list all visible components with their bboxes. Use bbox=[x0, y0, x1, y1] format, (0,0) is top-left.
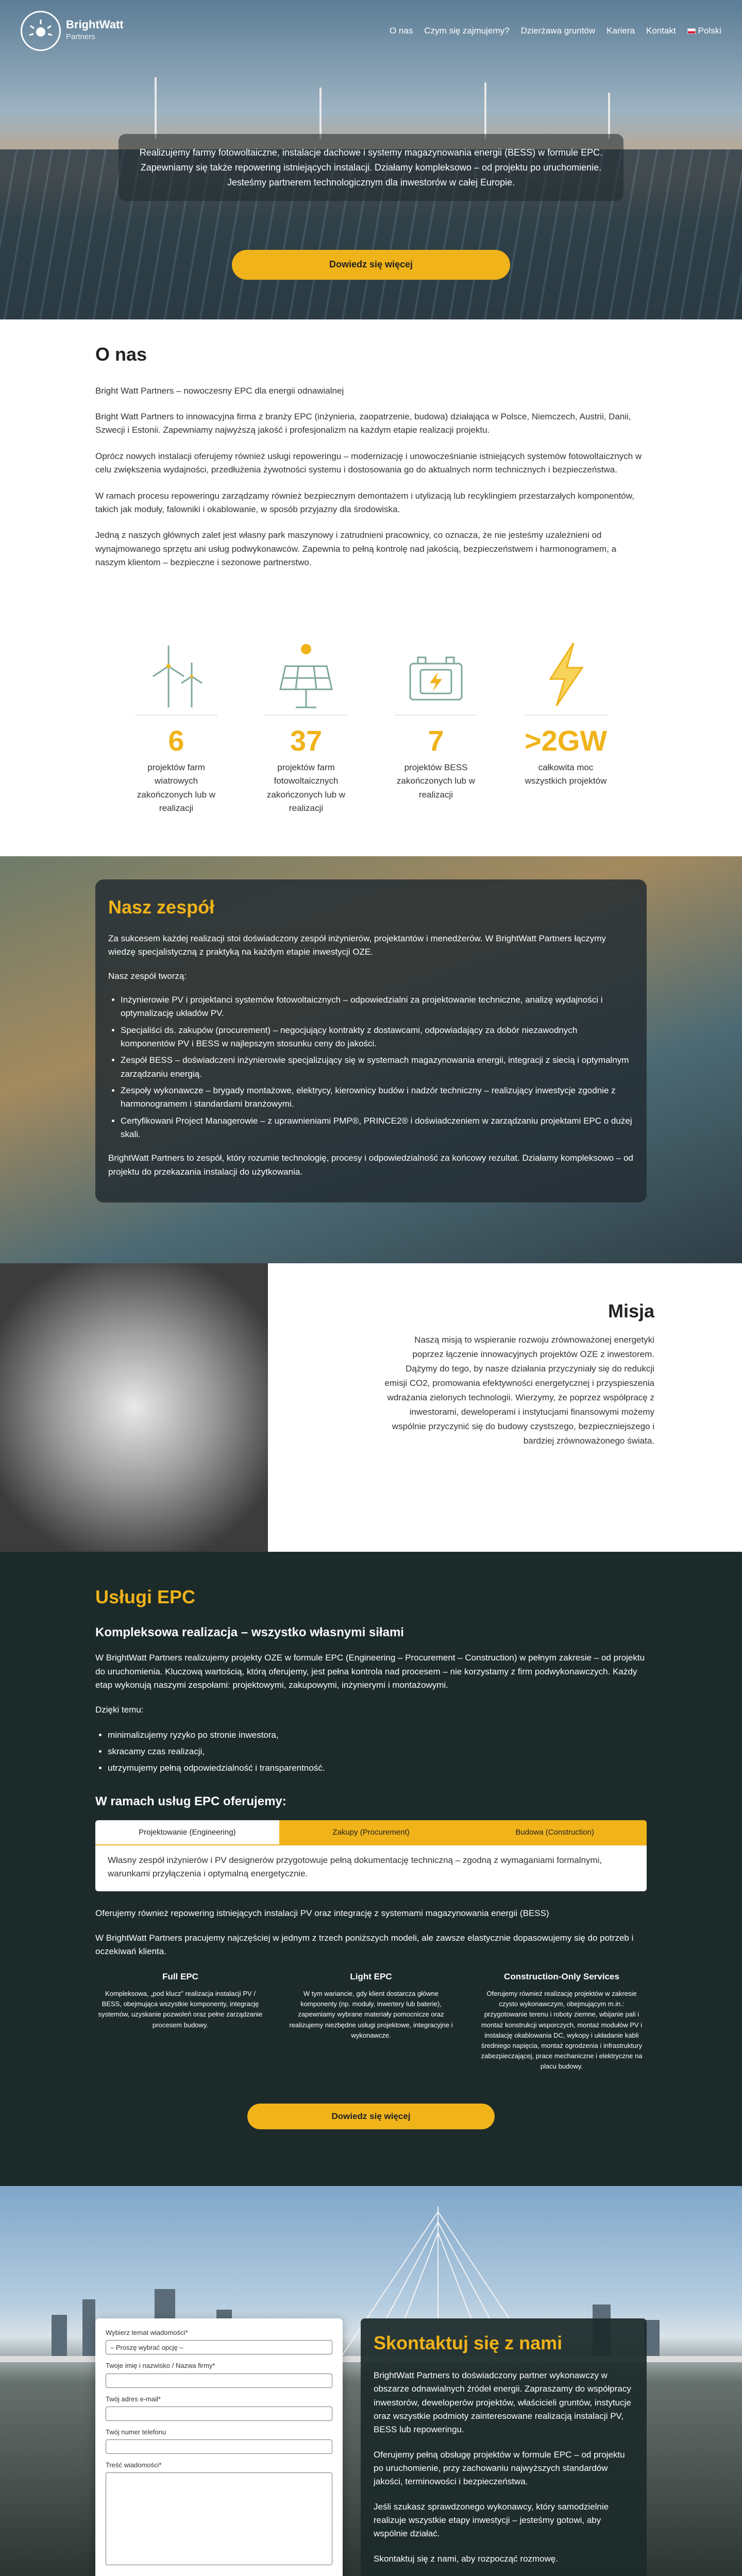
contact-paragraph: Skontaktuj się z nami, aby rozpocząć rozmowę. bbox=[374, 2553, 559, 2564]
hero-turbine-image bbox=[155, 77, 157, 139]
epc-offer-title: W ramach usług EPC oferujemy: bbox=[95, 1794, 286, 1808]
hero-turbine-image bbox=[484, 82, 486, 139]
team-section bbox=[0, 856, 742, 1263]
contact-form bbox=[95, 2318, 343, 2576]
team-member-item: • Zespół BESS – doświadczeni inżynierowie specjalizujący się w systemach magazynowania energii, integracji z siecią i optymalnym zarządzaniu energią. bbox=[121, 1054, 634, 1081]
team-outro: BrightWatt Partners to zespół, który rozumie technologię, procesy i odpowiedzialność za końcowy rezultat. Działamy kompleksowo – od projektu do przekazania instalacji do użytkowania. bbox=[108, 1153, 633, 1177]
epc-subtitle: Kompleksowa realizacja – wszystko własnymi siłami bbox=[95, 1625, 404, 1639]
epc-benefit-item: • minimalizujemy ryzyko po stronie inwestora, bbox=[108, 1728, 647, 1742]
model-text: W tym wariancie, gdy klient dostarcza główne komponenty (np. moduły, inwertery lub baterie), zapewniamy wybrane materiały pomocnicze oraz realizujemy niezbędne usługi projektowe, integracyjne i wykonawcze. bbox=[289, 1990, 453, 2039]
about-paragraph: W ramach procesu repoweringu zarządzamy również bezpiecznym demontażem i utylizacją lub recyklingiem przestarzałych komponentów, takich jak moduły, falowniki i okablowanie, w sposób przyjazny dla środowiska. bbox=[95, 490, 634, 514]
stat-bess bbox=[395, 633, 477, 815]
team-member-item: • Zespoły wykonawcze – brygady montażowe, elektrycy, kierownicy budów i nadzór techniczny – realizujący inwestycje zgodnie z harmonogramem i standardami branżowymi. bbox=[121, 1084, 634, 1111]
contact-title: Skontaktuj się z nami bbox=[374, 2332, 563, 2354]
about-section bbox=[0, 319, 742, 613]
mission-text: Naszą misją to wspieranie rozwoju zrównoważonej energetyki poprzez łączenie innowacyjnych projektów OZE z inwestorem. Dążymy do tego, by nasze działania przyczyniały się do redukcji emisji CO2, promowania efektywności energetycznej i przyspieszenia wdrażania zielonych technologii. Wierzymy, że poprzez współpracę z inwestorami, deweloperami i instytucjami finansowymi możemy wspólnie przyczynić się do budowy czystszego, bezpieczniejszego i bardziej zrównoważonego świata. bbox=[384, 1335, 654, 1446]
model-light-epc bbox=[286, 1970, 456, 2083]
epc-models-intro: W BrightWatt Partners pracujemy najczęściej w jednym z trzech poniższych modeli, ale zawsze elastycznie dopasowujemy się do potrzeb i oczekiwań klienta. bbox=[95, 1933, 634, 1957]
phone-label: Twój numer telefonu bbox=[106, 2428, 166, 2436]
about-paragraph: Bright Watt Partners – nowoczesny EPC dla energii odnawialnej bbox=[95, 385, 344, 396]
stat-wind bbox=[135, 633, 217, 815]
model-title: Full EPC bbox=[162, 1971, 198, 1981]
wind-turbine-icon bbox=[135, 633, 217, 716]
model-construction-only bbox=[477, 1970, 647, 2083]
menu-item-land-lease[interactable]: Dzierżawa gruntów bbox=[520, 25, 596, 36]
mission-title: Misja bbox=[608, 1300, 654, 1322]
stat-value: 7 bbox=[428, 724, 444, 757]
contact-info-box bbox=[361, 2318, 647, 2576]
message-label: Treść wiadomości* bbox=[106, 2461, 162, 2469]
model-title: Light EPC bbox=[350, 1971, 392, 1981]
contact-paragraph: Oferujemy pełną obsługę projektów w formule EPC – od projektu po uruchomienie, przy zachowaniu najwyższych standardów jakości, terminowości i bezpieczeństwa. bbox=[374, 2449, 625, 2487]
language-switcher[interactable] bbox=[687, 24, 721, 38]
logo-sub: Partners bbox=[66, 32, 95, 42]
main-menu bbox=[390, 24, 721, 38]
team-member-item: • Inżynierowie PV i projektanci systemów fotowoltaicznych – odpowiedzialni za projektowanie techniczne, analizę wydajności i optymalizację układów PV. bbox=[121, 993, 634, 1021]
stat-label: projektów farm wiatrowych zakończonych lub w realizacji bbox=[137, 762, 216, 813]
menu-item-services[interactable]: Czym się zajmujemy? bbox=[424, 25, 510, 36]
team-title: Nasz zespół bbox=[108, 896, 215, 918]
stat-value: 6 bbox=[168, 724, 184, 757]
contact-paragraph: Jeśli szukasz sprawdzonego wykonawcy, który samodzielnie realizuje wszystkie etapy inwestycji – jesteśmy gotowi, aby wspólnie działać. bbox=[374, 2501, 609, 2539]
epc-benefits-list bbox=[95, 1728, 647, 1775]
logo-name: BrightWatt bbox=[66, 18, 124, 31]
about-paragraph: Oprócz nowych instalacji oferujemy również usługi repoweringu – modernizację i unowocześnianie istniejących systemów fotowoltaicznych w celu zwiększenia wydajności, przedłużenia żywotności systemu i dostosowania go do aktualnych norm technicznych i bezpieczeństwa. bbox=[95, 451, 642, 475]
epc-models bbox=[95, 1970, 647, 2083]
team-member-item: • Specjaliści ds. zakupów (procurement) – negocjujący kontrakty z dostawcami, odpowiadający za dobór niezawodnych komponentów PV i BESS w najlepszym stosunku ceny do jakości. bbox=[121, 1024, 634, 1051]
epc-section bbox=[0, 1552, 742, 2186]
message-textarea[interactable] bbox=[106, 2472, 332, 2565]
poland-flag-icon bbox=[687, 28, 696, 34]
lightning-icon bbox=[525, 633, 607, 716]
name-label: Twoje imię i nazwisko / Nazwa firmy* bbox=[106, 2362, 215, 2370]
epc-intro: W BrightWatt Partners realizujemy projekty OZE w formule EPC (Engineering – Procurement – Construction) w pełnym zakresie – od projektu do uruchomienia. Kluczową wartością, którą oferujemy, jest pełna kontrola nad procesem – nie korzystamy z firm podwykonawczych. Każdy etap wykonują naszymi zespołami: projektowymi, zakupowymi, inżynierymi i montażowymi. bbox=[95, 1653, 645, 1690]
stat-value: >2GW bbox=[525, 724, 608, 757]
team-lead: Nasz zespół tworzą: bbox=[108, 971, 187, 981]
stat-label: projektów BESS zakończonych lub w realizacji bbox=[396, 762, 476, 800]
epc-learn-more-button[interactable]: Dowiedz się więcej bbox=[247, 2104, 495, 2129]
hero-turbine-image bbox=[608, 93, 610, 139]
top-nav bbox=[0, 0, 742, 62]
topic-label: Wybierz temat wiadomości* bbox=[106, 2329, 188, 2337]
tab-bar bbox=[95, 1820, 647, 1845]
name-input[interactable] bbox=[106, 2374, 332, 2388]
about-paragraph: Jedną z naszych głównych zalet jest własny park maszynowy i zatrudnieni pracownicy, co oznacza, że nie jesteśmy uzależnieni od wynajmowanego sprzętu ani usług podwykonawców. Zapewnia to pełną kontrolę nad jakością, bezpieczeństwem i harmonogramem, a naszym klientom – bezpieczne i sezonowe partnerstwo. bbox=[95, 530, 617, 567]
epc-repowering: Oferujemy również repowering istniejących instalacji PV oraz integrację z systemami magazynowania energii (BESS) bbox=[95, 1908, 549, 1918]
epc-lead: Dzięki temu: bbox=[95, 1705, 144, 1715]
language-label: Polski bbox=[698, 25, 721, 36]
logo-sun-icon bbox=[21, 11, 61, 51]
phone-input[interactable] bbox=[106, 2439, 332, 2454]
about-paragraph: Bright Watt Partners to innowacyjna firma z branży EPC (inżynieria, zaopatrzenie, budowa) działająca w Polsce, Niemczech, Austrii, Danii, Szwecji i Estonii. Zapewniamy najwyższą jakość i profesjonalizm na każdym etapie realizacji projektu. bbox=[95, 412, 631, 435]
contact-section bbox=[0, 2186, 742, 2576]
stats-section bbox=[0, 613, 742, 856]
email-input[interactable] bbox=[106, 2406, 332, 2421]
model-title: Construction-Only Services bbox=[504, 1971, 619, 1981]
model-full-epc bbox=[95, 1970, 265, 2083]
hero-text-box: Realizujemy farmy fotowoltaiczne, instalacje dachowe i systemy magazynowania energii (BESS) w formule EPC. Zapewniamy się także repowering istniejących instalacji. Działamy kompleksowo – od projektu po uruchomienie. Jesteśmy partnerem technologicznym dla inwestorów w całej Europie. bbox=[119, 134, 623, 201]
team-list bbox=[108, 993, 634, 1141]
stat-label: całkowita moc wszystkich projektów bbox=[525, 762, 607, 786]
email-label: Twój adres e-mail* bbox=[106, 2395, 161, 2403]
tab-procurement[interactable]: Zakupy (Procurement) bbox=[279, 1820, 463, 1845]
model-text: Oferujemy również realizację projektów w zakresie czysto wykonawczym, obejmującym m.in.: przygotowanie terenu i roboty ziemne, wbijanie pali i montaż konstrukcji wsporczych, montaż modułów PV i instalację okablowania DC, wykopy i układanie kabli średniego napięcia, montaż ogrodzenia i infrastruktury zabezpieczającej, prace mechaniczne i elektryczne na placu budowy. bbox=[481, 1990, 643, 2071]
menu-item-contact[interactable]: Kontakt bbox=[646, 25, 676, 36]
stat-power bbox=[525, 633, 607, 815]
team-intro: Za sukcesem każdej realizacji stoi doświadczony zespół inżynierów, projektantów i menedżerów. W BrightWatt Partners łączymy wiedzę specjalistyczną z praktyką na każdym etapie inwestycji OZE. bbox=[108, 934, 606, 957]
topic-select[interactable]: – Proszę wybrać opcję – bbox=[106, 2340, 332, 2354]
stat-solar bbox=[265, 633, 347, 815]
battery-icon bbox=[395, 633, 477, 716]
stat-value: 37 bbox=[290, 724, 323, 757]
mission-text-block bbox=[268, 1263, 742, 1552]
contact-paragraph: BrightWatt Partners to doświadczony partner wykonawczy w obszarze odnawialnych źródeł energii. Zapraszamy do współpracy inwestorów, deweloperów projektów, właścicieli gruntów, instytucje oraz wszystkie podmioty zainteresowane realizacją instalacji PV, BESS lub repoweringu. bbox=[374, 2370, 631, 2435]
hero-learn-more-button[interactable]: Dowiedz się więcej bbox=[232, 250, 510, 280]
mission-hands-image bbox=[0, 1263, 268, 1552]
tab-content: Własny zespół inżynierów i PV designerów przygotowuje pełną dokumentację techniczną – zgodną z wymaganiami formalnymi, warunkami przyłączenia i optymalną energetycznie. bbox=[108, 1855, 602, 1879]
about-title: O nas bbox=[95, 344, 147, 365]
stat-label: projektów farm fotowoltaicznych zakończonych lub w realizacji bbox=[266, 762, 346, 813]
team-member-item: • Certyfikowani Project Managerowie – z uprawnieniami PMP®, PRINCE2® i doświadczeniem w zarządzaniu projektami EPC o dużej skali. bbox=[121, 1114, 634, 1142]
menu-item-career[interactable]: Kariera bbox=[606, 25, 635, 36]
epc-benefit-item: • skracamy czas realizacji, bbox=[108, 1745, 647, 1758]
hero-turbine-image bbox=[319, 88, 322, 139]
menu-item-about[interactable]: O nas bbox=[389, 25, 413, 36]
mission-section bbox=[0, 1263, 742, 1552]
epc-title: Usługi EPC bbox=[95, 1586, 196, 1608]
team-box bbox=[95, 879, 647, 1202]
epc-tabs bbox=[95, 1820, 647, 1891]
epc-benefit-item: • utrzymujemy pełną odpowiedzialność i transparentność. bbox=[108, 1761, 647, 1775]
solar-panel-icon bbox=[265, 633, 347, 716]
tab-construction[interactable]: Budowa (Construction) bbox=[463, 1820, 647, 1845]
model-text: Kompleksowa, „pod klucz” realizacja instalacji PV / BESS, obejmująca wszystkie komponenty, integrację systemów, uzyskanie pozwoleń oraz pełne zarządzanie procesem budowy. bbox=[98, 1990, 263, 2029]
logo[interactable] bbox=[21, 11, 124, 51]
tab-engineering[interactable]: Projektowanie (Engineering) bbox=[95, 1820, 279, 1845]
